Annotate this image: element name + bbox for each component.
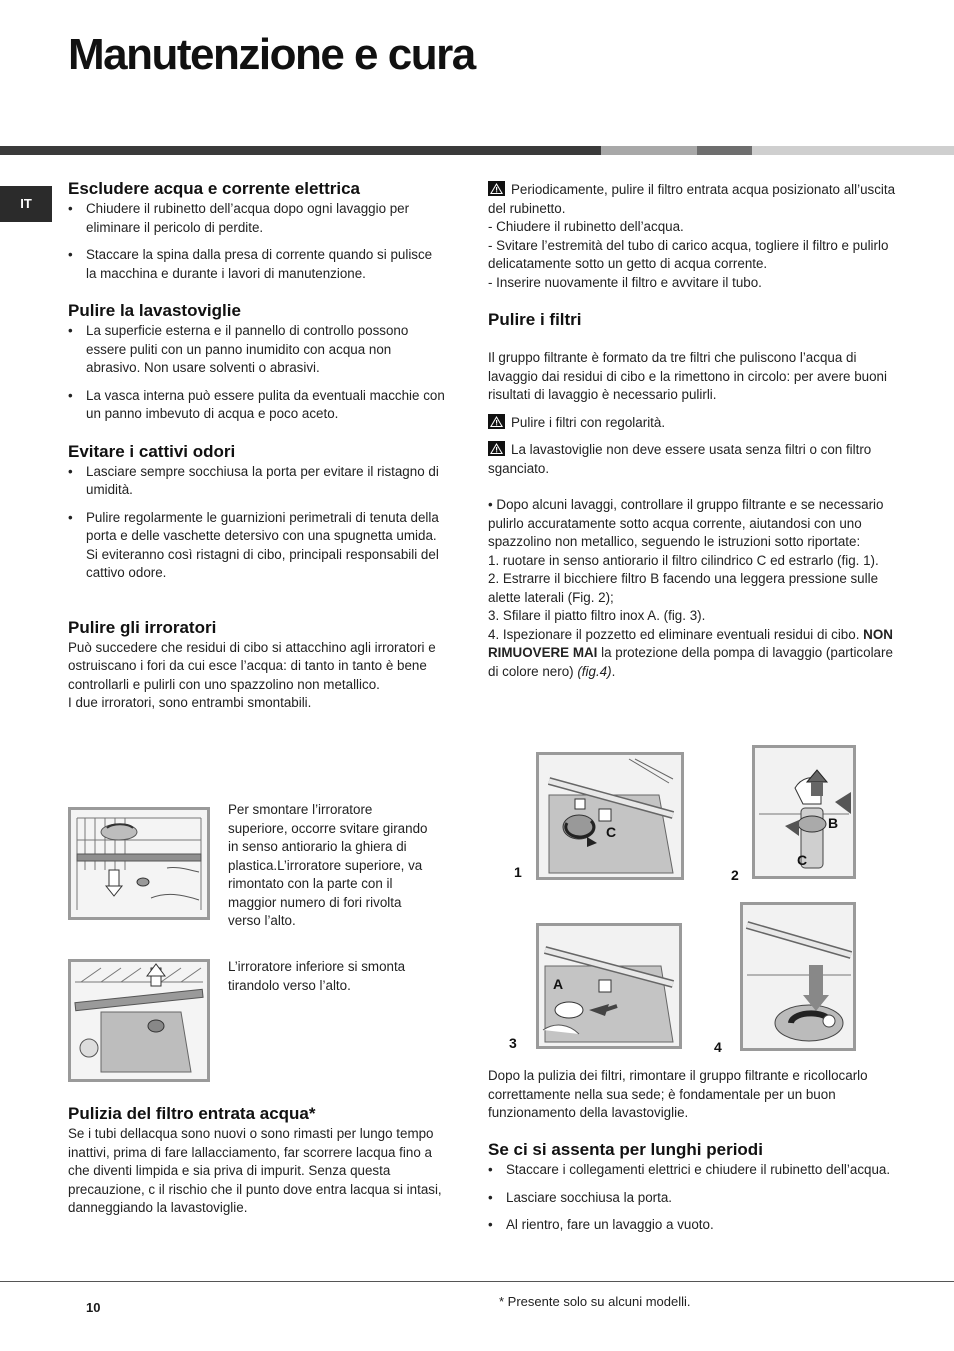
warning-icon [488, 441, 505, 456]
inlet-line1-text: Periodicamente, pulire il filtro entrata acqua posizionato all’uscita del rubinetto. [488, 182, 896, 216]
filtri-after: Dopo la pulizia dei filtri, rimontare il gruppo filtrante e ricollocarlo correttamente nella sua sede; è fondamentale per un buon funzionamento della lavastoviglie. [488, 1068, 868, 1120]
heading-irroratori: Pulire gli irroratori [68, 617, 217, 637]
step4-end: . [611, 663, 616, 679]
inlet-line3: - Svitare l’estremità del tubo di carico acqua, togliere il filtro e pulirlo delicatamente sotto un getto di acqua corrente. [488, 237, 889, 271]
list-item: • La vasca interna può essere pulita da eventuali macchie con un panno imbevuto di acqua e poco aceto. [68, 387, 446, 424]
header-bar-light [601, 146, 697, 155]
irroratori-intro2: I due irroratori, sono entrambi smontabili. [68, 695, 312, 710]
step4-text-a: 4. Ispezionare il pozzetto ed eliminare eventuali residui di cibo. [488, 626, 860, 642]
left-column [68, 178, 446, 713]
list-escludere [68, 200, 446, 283]
step4-warning-bold: NON RIMUOVERE MAI [488, 626, 893, 660]
list-item: • Staccare la spina dalla presa di corrente quando si pulisce la macchina e durante i lavori di manutenzione. [68, 246, 446, 283]
heading-pulire-filtri: Pulire i filtri [488, 310, 582, 329]
filtri-warn2-text: La lavastoviglie non deve essere usata senza filtri o con filtro sganciato. [488, 442, 872, 476]
upper-sprayer-text: Per smontare l’irroratore superiore, occorre svitare girando in senso antiorario la ghiera di plastica.L’irroratore superiore, va rimontato con la parte con il maggior numero di fori rivolta verso l’alto. [228, 802, 428, 928]
filtri-warn2 [488, 441, 896, 478]
list-cattivi-odori [68, 463, 446, 583]
language-tab: IT [0, 186, 52, 222]
figure-filter-1 [536, 752, 684, 880]
figure-letter-c2: C [797, 852, 808, 868]
filtri-step3: 3. Sfilare il piatto filtro inox A. (fig. 3). [488, 608, 706, 623]
filter-1-illustration [539, 755, 681, 877]
figure-letter-c: C [606, 824, 617, 840]
heading-pulire-lavastoviglie: Pulire la lavastoviglie [68, 301, 241, 320]
irroratori-intro: Può succedere che residui di cibo si attacchino agli irroratori e ostruiscano i fori da cui esce l’acqua: di tanto in tanto è bene controllarli e pulirli con uno spazzolino non metallico. [68, 639, 436, 692]
step4-text-b: la protezione della pompa di lavaggio (particolare di colore nero) [488, 645, 893, 679]
inlet-line4: - Inserire nuovamente il filtro e avvitare il tubo. [488, 274, 762, 290]
upper-sprayer-illustration [71, 810, 207, 917]
filtri-warn1 [488, 414, 896, 433]
page-title: Manutenzione e cura [68, 30, 475, 79]
list-item: • Chiudere il rubinetto dell’acqua dopo ogni lavaggio per eliminare il pericolo di perdite. [68, 200, 446, 237]
lower-sprayer-illustration [71, 962, 207, 1079]
step4-fig-ref: (fig.4) [577, 663, 612, 679]
filtri-step4 [488, 626, 896, 682]
header-bar-mid [697, 146, 752, 155]
footer-divider [0, 1281, 954, 1282]
figure-filter-4 [740, 902, 856, 1051]
filtri-step1: 1. ruotare in senso antiorario il filtro cilindrico C ed estrarlo (fig. 1). [488, 552, 879, 568]
filtri-intro: Il gruppo filtrante è formato da tre filtri che puliscono l’acqua di lavaggio dai residui di cibo e la rimettono in circolo: per avere buoni risultati di lavaggio è necessario pulirli. [488, 350, 887, 402]
header-bar-dark [0, 146, 601, 155]
figure-label-3: 3 [509, 1035, 517, 1051]
figure-lower-sprayer [68, 959, 210, 1082]
warning-icon [488, 181, 505, 196]
list-item: • Pulire regolarmente le guarnizioni perimetrali di tenuta della porta e delle vaschette detersivo con una spugnetta umida. Si eviteranno così ristagni di cibo, principali responsabili del cattivo odore. [68, 509, 446, 583]
inlet-line2: - Chiudere il rubinetto dell’acqua. [488, 219, 684, 234]
figure-upper-sprayer [68, 807, 210, 920]
figure-label-2: 2 [731, 867, 739, 883]
warning-icon [488, 414, 505, 429]
filtro-entrata-text: Se i tubi dellacqua sono nuovi o sono rimasti per lungo tempo inattivi, prima di fare lallacciamento, far scorrere lacqua fino a che diventi limpida e sia priva di impurit. Senza questa precauzione, c il rischio che il punto dove entra lacqua si intasi, danneggiando la lavastoviglie. [68, 1126, 442, 1215]
heading-cattivi-odori: Evitare i cattivi odori [68, 441, 236, 461]
heading-assenza: Se ci si assenta per lunghi periodi [488, 1140, 763, 1159]
list-item: • Lasciare socchiusa la porta. [488, 1189, 896, 1208]
list-item: • Staccare i collegamenti elettrici e chiudere il rubinetto dell’acqua. [488, 1161, 896, 1180]
heading-escludere: Escludere acqua e corrente elettrica [68, 179, 360, 198]
figure-letter-a: A [553, 976, 564, 992]
list-item: • La superficie esterna e il pannello di controllo possono essere puliti con un panno inumidito con acqua non abrasivo. Non usare solventi o abrasivi. [68, 322, 446, 378]
list-item: • Lasciare sempre socchiusa la porta per evitare il ristagno di umidità. [68, 463, 446, 500]
figure-label-4: 4 [714, 1039, 722, 1055]
section-filtro-entrata [68, 1103, 448, 1218]
filtri-step2: 2. Estrarre il bicchiere filtro B facendo una leggera pressione sulle alette laterali (Fig. 2); [488, 571, 879, 605]
page-number: 10 [86, 1300, 101, 1315]
inlet-line1 [488, 181, 896, 218]
list-pulire-lavastoviglie [68, 322, 446, 424]
filtri-steps-intro: • Dopo alcuni lavaggi, controllare il gruppo filtrante e se necessario pulirlo accuratamente sotto acqua corrente, aiutandosi con uno spazzolino non metallico, seguendo le istruzioni sotto riportate: [488, 497, 884, 549]
section-assenza [488, 1139, 896, 1235]
figure-label-1: 1 [514, 864, 522, 880]
filtri-warn1-text: Pulire i filtri con regolarità. [511, 414, 666, 430]
heading-filtro-entrata: Pulizia del filtro entrata acqua* [68, 1104, 316, 1123]
list-item: • Al rientro, fare un lavaggio a vuoto. [488, 1216, 896, 1235]
lower-sprayer-text: L’irroratore inferiore si smonta tirandolo verso l’alto. [228, 959, 406, 993]
list-assenza [488, 1161, 896, 1235]
figure-letter-b: B [828, 815, 839, 831]
right-column [488, 181, 896, 681]
header-bar-pale [752, 146, 954, 155]
filter-4-illustration [743, 905, 853, 1048]
footnote: * Presente solo su alcuni modelli. [499, 1294, 691, 1309]
